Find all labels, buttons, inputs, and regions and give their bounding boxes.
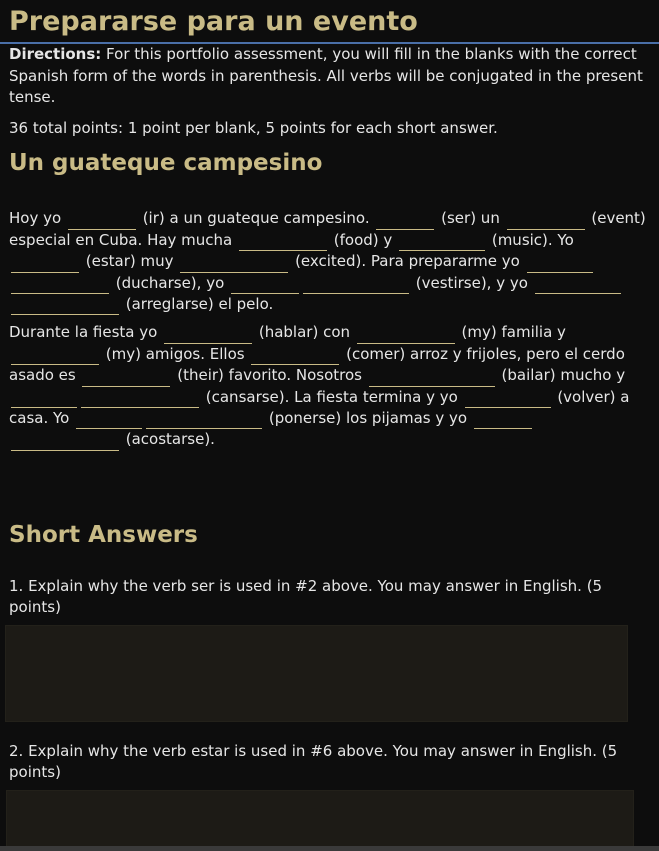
fill-in-blank[interactable] xyxy=(239,235,327,251)
fill-in-blank[interactable] xyxy=(11,278,109,294)
paragraph-text: (vestirse), y yo xyxy=(411,273,533,292)
paragraph-text: (cansarse). La fiesta termina y yo xyxy=(201,387,463,406)
paragraph-line xyxy=(9,273,646,294)
fill-in-blank[interactable] xyxy=(369,371,495,387)
points-info: 36 total points: 1 point per blank, 5 points for each short answer. xyxy=(9,118,498,137)
fill-in-blank[interactable] xyxy=(376,214,434,230)
paragraph-text: (arreglarse) el pelo. xyxy=(121,295,274,314)
fill-in-blank[interactable] xyxy=(82,371,170,387)
fill-in-blank[interactable] xyxy=(11,435,119,451)
paragraph-line xyxy=(9,365,646,386)
fill-in-blank[interactable] xyxy=(527,257,593,273)
question-1: 1. Explain why the verb ser is used in #2 above. You may answer in English. (5 points) xyxy=(9,576,603,617)
paragraph-text: (my) familia y xyxy=(456,323,566,342)
paragraph-text: (estar) muy xyxy=(81,252,179,271)
fill-in-blank[interactable] xyxy=(507,214,585,230)
paragraph-line xyxy=(9,408,646,429)
paragraph-line xyxy=(9,387,646,408)
paragraph-line xyxy=(9,209,646,230)
paragraph-text: (music). Yo xyxy=(487,230,574,249)
paragraph-line xyxy=(9,429,646,450)
paragraph-text: (ser) un xyxy=(436,209,505,228)
paragraph-text: (volver) a xyxy=(552,387,630,406)
paragraph-text: (comer) arroz y frijoles, pero el cerdo xyxy=(341,344,625,363)
fill-in-blank[interactable] xyxy=(399,235,485,251)
paragraph-line xyxy=(9,294,646,315)
section-title: Un guateque campesino xyxy=(9,149,323,176)
fill-in-blank[interactable] xyxy=(146,413,262,429)
fill-in-blank[interactable] xyxy=(251,349,339,365)
paragraph-text: (my) amigos. Ellos xyxy=(101,344,250,363)
fill-in-blank[interactable] xyxy=(76,413,142,429)
paragraph-text: (event) xyxy=(586,209,646,228)
paragraph-text: Durante la fiesta yo xyxy=(9,323,163,342)
fill-in-blank[interactable] xyxy=(81,392,199,408)
paragraph-line xyxy=(9,322,646,343)
fill-in-blank[interactable] xyxy=(11,392,77,408)
fill-in-blank[interactable] xyxy=(180,257,288,273)
fill-in-blank[interactable] xyxy=(303,278,409,294)
fill-in-blank[interactable] xyxy=(11,299,119,315)
fill-in-blank[interactable] xyxy=(11,349,99,365)
paragraph-text: asado es xyxy=(9,366,81,385)
paragraph-line xyxy=(9,230,646,251)
answer-box-1[interactable] xyxy=(5,625,628,722)
story-paragraph-2 xyxy=(9,322,646,450)
paragraph-text: (ponerse) los pijamas y yo xyxy=(264,409,472,427)
paragraph-text: (excited). Para prepararme yo xyxy=(290,252,525,271)
bottom-scrollbar[interactable] xyxy=(0,846,659,851)
paragraph-text: (their) favorito. Nosotros xyxy=(172,366,367,385)
paragraph-text: especial en Cuba. Hay mucha xyxy=(9,230,238,249)
paragraph-text: (ir) a un guateque campesino. xyxy=(137,209,375,228)
fill-in-blank[interactable] xyxy=(231,278,299,294)
paragraph-text: (acostarse). xyxy=(121,430,215,449)
answer-box-2[interactable] xyxy=(6,790,634,850)
fill-in-blank[interactable] xyxy=(357,328,455,344)
paragraph-text: Hoy yo xyxy=(9,209,66,228)
page-title: Prepararse para un evento xyxy=(9,6,418,37)
paragraph-text: (food) y xyxy=(329,230,398,249)
short-answers-title: Short Answers xyxy=(9,521,198,548)
paragraph-text: casa. Yo xyxy=(9,409,75,427)
title-divider xyxy=(0,42,659,44)
paragraph-line xyxy=(9,251,646,272)
paragraph-text: (ducharse), yo xyxy=(111,273,230,292)
paragraph-line xyxy=(9,344,646,365)
directions-label: Directions: xyxy=(9,45,102,63)
fill-in-blank[interactable] xyxy=(474,413,532,429)
paragraph-text: (hablar) con xyxy=(254,323,355,342)
story-paragraph-1 xyxy=(9,209,646,316)
fill-in-blank[interactable] xyxy=(68,214,136,230)
directions-text: For this portfolio assessment, you will fill in the blanks with the correct Spanish form of the words in parenthesis. All verbs will be conjugated in the present tense. xyxy=(9,45,643,106)
fill-in-blank[interactable] xyxy=(164,328,252,344)
question-2: 2. Explain why the verb estar is used in #6 above. You may answer in English. (5 points) xyxy=(9,741,618,782)
paragraph-text: (bailar) mucho y xyxy=(496,366,626,385)
fill-in-blank[interactable] xyxy=(11,257,79,273)
directions xyxy=(9,44,657,109)
fill-in-blank[interactable] xyxy=(535,278,621,294)
fill-in-blank[interactable] xyxy=(465,392,551,408)
